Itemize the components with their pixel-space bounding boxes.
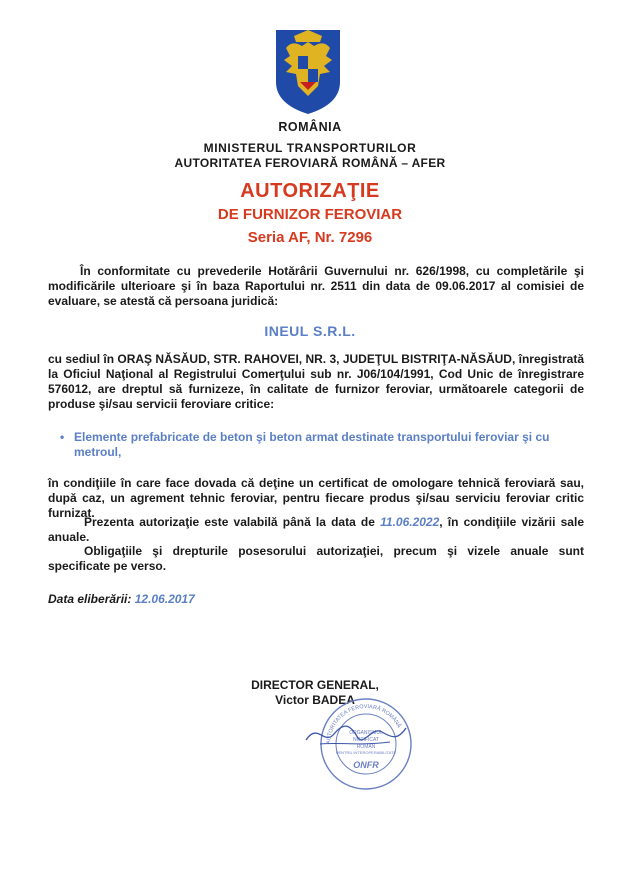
signature-mark <box>300 712 410 752</box>
ministry-heading: MINISTERUL TRANSPORTURILOR <box>203 141 417 155</box>
validity-paragraph <box>48 515 584 545</box>
issue-date-line <box>48 592 195 606</box>
company-name: INEUL S.R.L. <box>264 323 356 339</box>
signatory-name: Victor BADEA <box>275 693 355 707</box>
stamp-center-line: PENTRU INTEROPERABILITATE <box>335 750 397 755</box>
stamp-center-top: ORGANISMUL <box>349 730 383 736</box>
document-subtitle: DE FURNIZOR FEROVIAR <box>217 206 403 223</box>
obligations-paragraph: Obligaţiile şi drepturile posesorului autorizaţiei, precum şi vizele anuale sunt specificate pe verso. <box>48 544 584 573</box>
bullet-icon: • <box>60 430 65 444</box>
signatory-role: DIRECTOR GENERAL, <box>251 678 379 692</box>
document-series: Seria AF, Nr. 7296 <box>247 229 373 246</box>
intro-paragraph: În conformitate cu prevederile Hotărârii Guvernului nr. 626/1998, cu completările şi modificările ulterioare şi în baza Raportului nr. 2511 din data de 09.06.2017 al comisiei de evaluare, se atestă că persoana juridică: <box>48 264 584 308</box>
country-heading: ROMÂNIA <box>278 120 342 134</box>
address-paragraph: cu sediul în ORAŞ NĂSĂUD, STR. RAHOVEI, NR. 3, JUDEŢUL BISTRIŢA-NĂSĂUD, înregistrată la Oficiul Naţional al Registrului Comerţului sub nr. J06/104/1991, Cod Unic de înregistrare 576012, are dreptul să furnizeze, în calitate de furnizor feroviar, următoarele categorii de produse şi/sau servicii feroviare critice: <box>48 352 584 411</box>
issue-date-value: 12.06.2017 <box>134 592 195 606</box>
document-title: AUTORIZAŢIE <box>240 180 380 202</box>
authority-heading: AUTORITATEA FEROVIARĂ ROMÂNĂ – AFER <box>174 156 446 170</box>
issue-date-label: Data eliberării: <box>48 592 132 606</box>
product-text: Elemente prefabricate de beton şi beton armat destinate transportului feroviar şi cu metroul, <box>74 430 550 459</box>
validity-prefix: Prezenta autorizaţie este valabilă până la data de <box>84 515 375 529</box>
stamp-center-mid: NOTIFICAT <box>352 737 380 743</box>
product-list-item <box>60 430 584 460</box>
coat-of-arms-icon <box>272 26 344 116</box>
conditions-paragraph: în condiţiile în care face dovada că deţine un certificat de omologare tehnică feroviară sau, după caz, un agrement tehnic feroviar, pentru fiecare produs şi/sau serviciu feroviar critic furnizat. <box>48 476 584 520</box>
validity-suffix: , în condiţiile vizării sale anuale. <box>48 515 584 544</box>
validity-date: 11.06.2022 <box>380 515 440 529</box>
stamp-center-low: ROMAN <box>356 744 376 750</box>
stamp-ring-text: AUTORITATEA FEROVIARĂ ROMÂNĂ <box>325 703 402 745</box>
stamp-acronym: ONFR <box>353 760 379 770</box>
